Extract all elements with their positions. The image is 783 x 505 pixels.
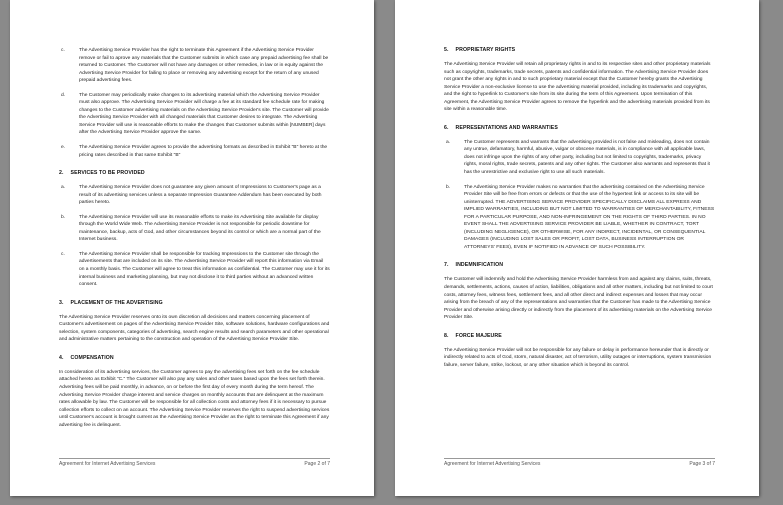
- item-label: b.: [61, 214, 66, 220]
- item-text: The Advertising Service Provider shall be responsible for tracking Impressions to the Customer site through the advertisements that are included on its site. The Advertising Service Provider will report this information via Email on a monthly basis. The Customer will agree to treat this information as confidential. The Customer may use it for its internal business and marketing planning, but may not disclose it to third parties without an advanced written consent.: [79, 251, 330, 288]
- item-text: The Advertising Service Provider will use its reasonable efforts to make its Advertising Site available for display through the World Wide Web. The Advertising Service Provider is not responsible for periodic downtime for maintenance, backup, acts of God, and other circumstances beyond its control or which are a normal part of the Internet business.: [79, 214, 321, 243]
- item-text: [464, 184, 715, 252]
- page-footer: [444, 458, 715, 467]
- section-number: 2.: [59, 170, 64, 177]
- section-title: REPRESENTATIONS AND WARRANTIES: [455, 124, 558, 131]
- list-item: [59, 251, 330, 289]
- section-heading: [444, 262, 715, 268]
- list-item: [59, 144, 330, 159]
- item-label: a.: [61, 185, 66, 191]
- item-label: b.: [446, 184, 451, 190]
- section-paragraph: The Advertising Service Provider will retain all proprietary rights in and to its respective sites and other proprietary materials such as copyrights, trademarks, trade secrets, patents and confidential information. The Advertising Service Provider does not grant the other any rights in and to such proprietary material except that the Customer hereby grants the Advertising Service Provider a non-exclusive license to use the advertising material provided, including its trademarks and copyrights, and the right to hyperlink to Customer's site from its site during the term of this Agreement. Upon termination of this Agreement, the Advertising Service Provider agrees to remove the hyperlink and the advertising materials provided from its site within a reasonable time.: [444, 62, 711, 113]
- item-label: c.: [61, 251, 65, 257]
- item-label: e.: [61, 145, 66, 151]
- section-heading: [444, 47, 715, 53]
- section-title: PROPRIETARY RIGHTS: [455, 47, 516, 53]
- item-text: The Advertising Service Provider does not guarantee any given amount of Impressions to Customer's page as a result of its advertising services unless a separate Impression Guarantee Addendum has been executed by both parties hereto.: [79, 185, 322, 206]
- section-paragraph: The Customer will indemnify and hold the Advertising Service Provider harmless from and against any claims, suits, threats, demands, settlements, actions, causes of action, liabilities, obligations and all other matters, including but not limited to court costs, attorney fees, witness fees, settlement fees, and all other direct and indirect expenses and losses that may occur arising from the breach of any of the representations and warranties that the Customer has made to the Advertising Service Provider and otherwise arising directly or indirectly from the placement of its advertising materials on the Advertising Service Provider Site.: [444, 277, 713, 321]
- section-heading: [59, 170, 330, 176]
- footer-page-number: Page 2 of 7: [304, 461, 330, 467]
- section-title: FORCE MAJEURE: [455, 332, 502, 339]
- section-paragraph: In consideration of its advertising services, the Customer agrees to pay the advertising fees set forth on the fee schedule attached hereto as Exhibit "C." The Customer will also pay any sales and other taxes based upon the fees set forth therein. Advertising fees will be paid monthly, in advance, on or before the first day of every month during the term hereof. The Advertising Service Provider charge interest and service charges on monthly accounts that are delinquent at the maximum rates allowable by law. The Customer will be responsible for all collection costs and attorney fees if it is necessary to pursue collection efforts to collect on an account. The Advertising Service Provider reserves the right to suspend advertising services until Customer's account is brought current as the Advertising Service Provider as the right to terminate this Agreement if any advertising fee is delinquent.: [59, 369, 330, 428]
- item-text: The Customer represents and warrants that the advertising provided is not false and misleading, does not contain any untrue, defamatory, harmful, abusive, vulgar or obscene materials, is in compliance with all applicable laws, does not infringe upon the rights of any other party, including but not limited to copyrights, trademarks, privacy rights, moral rights, trade secrets, patents and any other rights. The Customer also warrants and represents that it has the unrestrictive and exclusive right to use all such materials.: [464, 139, 710, 176]
- section-paragraph: The Advertising Service Provider reserves onto its own discretion all decisions and matters concerning placement of Customer's advertisement on pages of the Advertising Service Provider Site, software solutions, hardware configurations and selection, system components, categories of advertising, search engine results and search parameters and other operational and administrative matters pertaining to the construction and operation of the Advertising Service Provider Site.: [59, 314, 330, 343]
- footer-page-number: Page 3 of 7: [689, 461, 715, 467]
- section-number: 8.: [444, 332, 449, 339]
- section-heading: [59, 300, 330, 306]
- section-number: 7.: [444, 262, 449, 269]
- item-label: d.: [61, 92, 66, 98]
- section-heading: [59, 355, 330, 361]
- list-item: [444, 184, 715, 252]
- item-text: The Advertising Service Provider agrees to provide the advertising formats as described in Exhibit "B" hereto at the pricing rates described in that same Exhibit "B": [79, 145, 328, 158]
- list-item: [444, 139, 715, 177]
- list-item: [59, 184, 330, 207]
- list-item: [59, 92, 330, 137]
- section-number: 5.: [444, 47, 449, 53]
- page-footer: [59, 458, 330, 467]
- item-text: The Customer may periodically make changes to its advertising material which the Advertising Service Provider must also approve. The Advertising Service Provider will charge a fee at its standard fee schedule rate for making changes to the Customer advertising materials on the Advertising Service Provider's site. The Customer will provide the Advertising Service Provider with all changed materials that Customer desires to integrate. The Advertising Service Provider will use is reasonable efforts to make the changes that Customer submits within [NUMBER] days after the Advertising Service Provider approve the same.: [79, 92, 329, 136]
- item-text-disclaimer: THE ADVERTISING SERVICE PROVIDER SPECIFICALLY DISCLAIMS ALL EXPRESS AND IMPLIED WARRANTIES, INCLUDING BUT NOT LIMITED TO WARRANTIES OF MERCHANTABILITY, FITNESS FOR A PARTICULAR PURPOSE, AND NON-INFRINGEMENT ON THE RIGHTS OF THIRD PARTIES. IN NO EVENT SHALL THE ADVERTISING SERVICE PROVIDER BE LIABLE, WHETHER IN CONTRACT, TORT (INCLUDING NEGLIGENCE), OR OTHERWISE, FOR ANY INDIRECT, INCIDENTAL, OR CONSEQUENTIAL DAMAGES (INCLUDING LOST SALES OR PROFIT, LOST DATA, BUSINESS INTERRUPTION OR ATTORNEYS' FEES), EVEN IF NOTIFIED IN ADVANCE OF SUCH POSSIBILITY.: [464, 199, 715, 250]
- footer-document-title: Agreement for Internet Advertising Services: [444, 461, 541, 467]
- section-heading: [444, 333, 715, 339]
- item-label: a.: [446, 139, 451, 145]
- section-heading: [444, 125, 715, 131]
- item-text: The Advertising Service Provider has the right to terminate this Agreement if the Advertising Service Provider remove or fail to aprove any materials that the Customer submits in which case any prepaid advertising fee shall be returned to Customer. The Customer will not have any damages or other remedies, in law or in equity against the Advertising Service Provider for failing to place or removing any advertising except for the return of any unused prepaid advertising fees.: [79, 48, 329, 84]
- footer-document-title: Agreement for Internet Advertising Services: [59, 461, 156, 467]
- item-text-normal: The Advertising Service Provider makes no warranties that the advertising contained on the Advertising Service Provider Site will be free from errors or defects or that the use of the hypertext link or access to its site will be uninterrupted.: [464, 184, 705, 205]
- section-title: PLACEMENT OF THE ADVERTISING: [70, 299, 163, 306]
- section-number: 6.: [444, 124, 449, 131]
- section-title: SERVICES TO BE PROVIDED: [70, 170, 145, 177]
- document-page-2: [10, 0, 374, 496]
- list-item: [59, 47, 330, 85]
- section-title: COMPENSATION: [70, 354, 114, 361]
- section-title: INDEMNIFICATION: [455, 262, 504, 269]
- section-number: 4.: [59, 354, 64, 361]
- section-paragraph: The Advertising Service Provider will not be responsible for any failure or delay in performance hereunder that is directly or indirectly related to acts of God, storm, natural disaster, act of terrorism, utility outages or interruptions, system transmission failure, server failure, strike, lockout, or any other situation which is beyond its control.: [444, 347, 712, 368]
- document-page-3: [395, 0, 759, 496]
- item-label: c.: [61, 48, 65, 53]
- list-item: [59, 214, 330, 244]
- section-number: 3.: [59, 299, 64, 306]
